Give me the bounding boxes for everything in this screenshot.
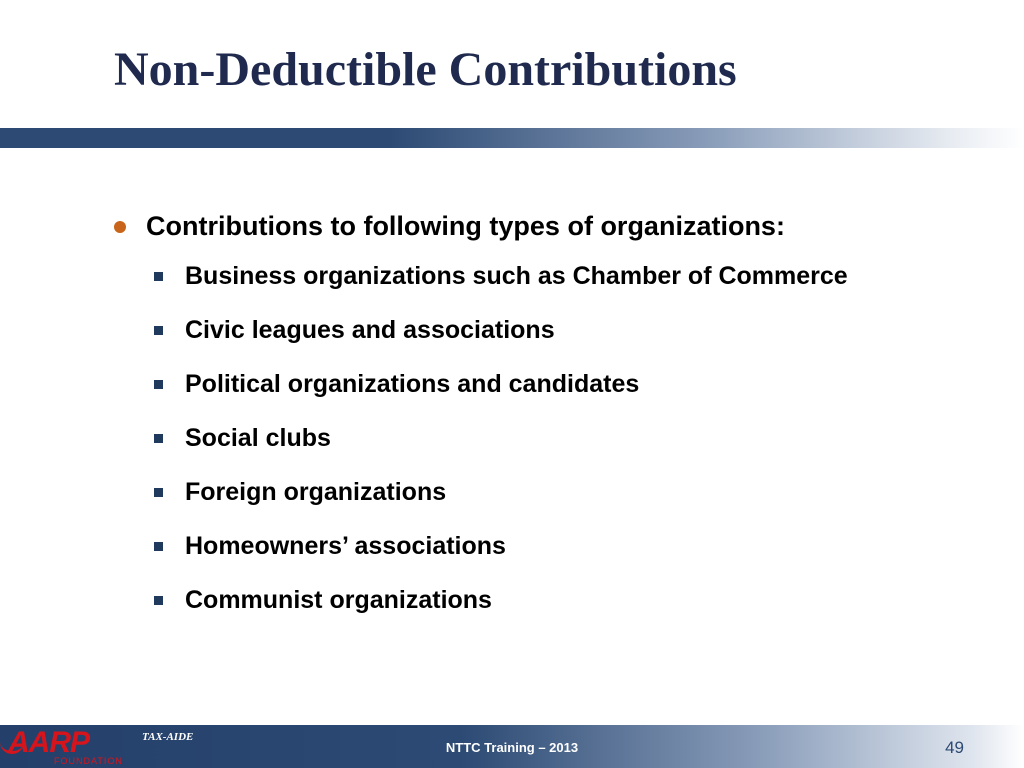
square-bullet-icon [154,380,163,389]
list-item-text: Social clubs [185,424,331,452]
list-item-text: Business organizations such as Chamber of Commerce [185,262,848,290]
slide-title: Non-Deductible Contributions [114,43,737,96]
list-item-text: Civic leagues and associations [185,316,555,344]
square-bullet-icon [154,488,163,497]
list-item [110,258,910,295]
bullet-dot-icon [114,221,126,233]
square-bullet-icon [154,326,163,335]
slide-body [110,206,910,636]
footer-title: NTTC Training – 2013 [445,740,579,755]
list-item-text: Communist organizations [185,586,492,614]
list-item [110,474,910,511]
list-item [110,366,910,403]
square-bullet-icon [154,272,163,281]
logo-wordmark: AARP [8,726,90,759]
square-bullet-icon [154,434,163,443]
main-bullet-text: Contributions to following types of organizations: [146,211,785,241]
title-divider-bar [0,128,1024,148]
square-bullet-icon [154,596,163,605]
main-bullet [110,206,910,246]
list-item [110,420,910,457]
tax-aide-label: TAX-AIDE [142,731,194,743]
list-item [110,528,910,565]
list-item [110,582,910,619]
page-number: 49 [945,738,964,757]
list-item-text: Foreign organizations [185,478,447,506]
list-item [110,312,910,349]
list-item-text: Homeowners’ associations [185,532,506,560]
list-item-text: Political organizations and candidates [185,370,640,398]
sub-bullet-list [110,258,910,619]
logo-subtitle: FOUNDATION [54,756,123,766]
square-bullet-icon [154,542,163,551]
